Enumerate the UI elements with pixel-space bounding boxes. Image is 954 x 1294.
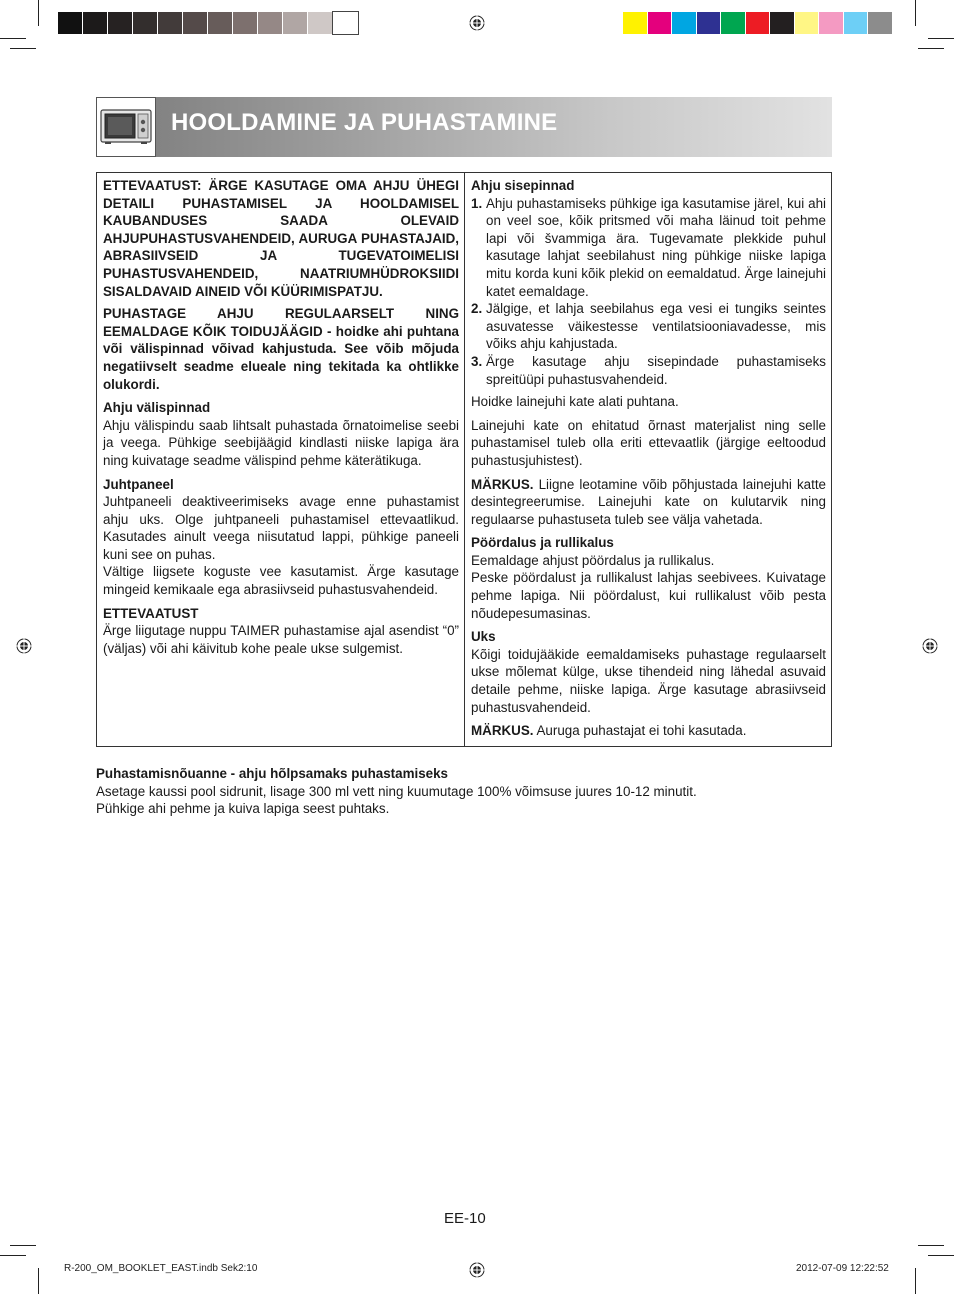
turntable-text-2: Peske pöördalust ja rullikalust lahjas seebivees. Kuivatage pehme lapiga. Nii pöördalust, kui rullikalust võib pesta nõudepesumasinas. [471, 570, 826, 621]
note-paragraph: MÄRKUS. Liigne leotamine võib põhjustada lainejuhi katte desintegreerumise. Lainejuhi kate on kulutarvik ning regulaarse puhastuseta tuleb see välja vahetada. [471, 476, 826, 527]
registration-mark-icon [16, 638, 32, 654]
control-panel-text: Juhtpaneeli deaktiveerimiseks avage enne puhastamist ahju uks. Olge juhtpaneeli puhastamisel ettevaatlikud. Kasutades ainult veega niisutatud lappi, pühkige paneeli kuni see on puhas. [103, 494, 459, 562]
turntable-heading: Pöördalus ja rullikalus [471, 535, 614, 551]
crop-mark [10, 48, 36, 49]
crop-mark [10, 1245, 36, 1246]
caution-text: Ärge liigutage nuppu TAIMER puhastamise ajal asendist “0” (väljas) või ahi käivitub kohe peale ukse sulgemist. [103, 623, 459, 656]
color-swatch [697, 12, 722, 34]
registration-mark-icon [922, 638, 938, 654]
exterior-heading: Ahju välispinnad [103, 400, 211, 416]
control-panel-text-2: Vältige liigsete koguste vee kasutamist. Ärge kasutage mingeid kemikaale ega abrasiivseid puhastusvahendeid. [103, 564, 459, 598]
color-swatch [721, 12, 746, 34]
crop-mark [918, 48, 944, 49]
warning-paragraph: ETTEVAATUST: ÄRGE KASUTAGE OMA AHJU ÜHEGI DETAILI PUHASTAMISEL JA HOOLDAMISEL KAUBANDUSES SAADA OLEVAID AHJUPUHASTUSVAHENDEID, AURUGA PUHASTAJAID, ABRASIIVSEID JA TUGEVATOIMELISI PUHASTUSVAHENDEID, NAATRIUMHÜDROKSIIDI SISALDAVAID AINEID VÕI KÜÜRIMISPATJU. [103, 178, 459, 299]
crop-mark [915, 1268, 916, 1294]
color-swatch [283, 12, 308, 34]
exterior-text: Ahju välispindu saab lihtsalt puhastada õrnatoimelise seebi ja veega. Pühkige seebijäägid kindlasti niiske lapiga ära ning kuivatage seadme välispind pehme käterätikuga. [103, 417, 459, 468]
color-swatch [333, 12, 358, 34]
color-swatch [158, 12, 183, 34]
color-swatch [208, 12, 233, 34]
registration-mark-icon [469, 1262, 485, 1278]
crop-mark [918, 1245, 944, 1246]
note-label: MÄRKUS. [471, 723, 534, 739]
cover-material-text: Lainejuhi kate on ehitatud õrnast materjalist ning selle puhastamisel tuleb olla eriti ettevaatlik (järgige eeltoodud puhastusjuhistest). [471, 417, 826, 468]
crop-mark [38, 1268, 39, 1294]
color-swatch [58, 12, 83, 34]
crop-mark [915, 0, 916, 26]
section-header [96, 97, 832, 157]
registration-mark-icon [469, 15, 485, 31]
slug-date: 2012-07-09 12:22:52 [796, 1263, 889, 1274]
regular-cleaning-warning [103, 305, 459, 393]
color-swatch [672, 12, 697, 34]
note-paragraph: MÄRKUS. Auruga puhastajat ei tohi kasutada. [471, 723, 747, 739]
caution-heading: ETTEVAATUST [103, 605, 199, 621]
warning-caps: PUHASTAGE AHJU REGULAARSELT NING EEMALDAGE KÕIK TOIDUJÄÄGID [103, 306, 459, 339]
color-swatch [183, 12, 208, 34]
list-item: 3. Ärge kasutage ahju sisepindade puhastamiseks spreitüüpi puhastusvahendeid. [471, 353, 826, 387]
crop-mark [928, 1255, 954, 1256]
color-swatch [868, 12, 893, 34]
color-swatch [844, 12, 869, 34]
color-swatch [623, 12, 648, 34]
microwave-icon [96, 97, 156, 157]
color-swatch [233, 12, 258, 34]
page-number: EE-10 [444, 1210, 486, 1227]
list-item: 2. Jälgige, et lahja seebilahus ega vesi ei tungiks seintes asuvatesse väikestesse ventilatsiooniavadesse, mis võiks ahju kahjustada. [471, 301, 826, 352]
slug-file: R-200_OM_BOOKLET_EAST.indb Sek2:10 [64, 1263, 258, 1274]
door-text: Kõigi toidujääkide eemaldamiseks puhastage regulaarselt ukse mõlemat külge, ukse tihendeid ning lähedal asuvaid detaile pehme, niiske lapiga. Ärge kasutage abrasiivseid puhastusvahendeid. [471, 646, 826, 715]
tip-line: Pühkige ahi pehme ja kuiva lapiga seest puhtaks. [96, 801, 390, 817]
door-heading: Uks [471, 629, 496, 645]
left-column [97, 173, 465, 746]
crop-mark [928, 38, 954, 39]
control-panel-heading: Juhtpaneel [103, 476, 174, 492]
tip-heading: Puhastamisnõuanne - ahju hõlpsamaks puhastamiseks [96, 766, 448, 781]
interior-steps [471, 195, 826, 389]
color-swatch [133, 12, 158, 34]
color-swatch [258, 12, 283, 34]
content-table [96, 172, 832, 747]
color-swatch [795, 12, 820, 34]
cover-clean-text: Hoidke lainejuhi kate alati puhtana. [471, 394, 679, 410]
interior-heading: Ahju sisepinnad [471, 178, 575, 193]
color-swatch [746, 12, 771, 34]
page-title: HOOLDAMINE JA PUHASTAMINE [171, 109, 558, 136]
right-column [465, 173, 831, 746]
note-label: MÄRKUS. [471, 476, 534, 492]
turntable-text: Eemaldage ahjust pöördalus ja rullikalus. [471, 552, 715, 568]
color-swatch [648, 12, 673, 34]
color-swatch [770, 12, 795, 34]
list-item: 1. Ahju puhastamiseks pühkige iga kasutamise järel, kui ahi on veel soe, kõik pritsmed või maha läinud toit pehme lapi või švammiga ära. Tugevamate plekkide puhul kasutage lahjat seebilahust ning pühkige niiske lapiga mitu korda kuni kõik plekid on eemaldatud. Ärge lainejuhi katet eemaldage. [471, 195, 826, 299]
cleaning-tip [96, 765, 832, 818]
gray-color-bar [58, 12, 358, 34]
crop-mark [0, 1255, 26, 1256]
color-swatch [108, 12, 133, 34]
crop-mark [38, 0, 39, 26]
warning-rest: - hoidke ahi puhtana või välispinnad võivad kahjustuda. See võib mõjuda negatiivselt seadme elueale ning tekitada ka ohtlikke olukordi. [103, 323, 459, 392]
color-swatch [83, 12, 108, 34]
tip-line: Asetage kaussi pool sidrunit, lisage 300 ml vett ning kuumutage 100% võimsuse juures 10-12 minutit. [96, 783, 697, 799]
process-color-bar [623, 12, 893, 34]
color-swatch [819, 12, 844, 34]
crop-mark [0, 38, 26, 39]
color-swatch [308, 12, 333, 34]
